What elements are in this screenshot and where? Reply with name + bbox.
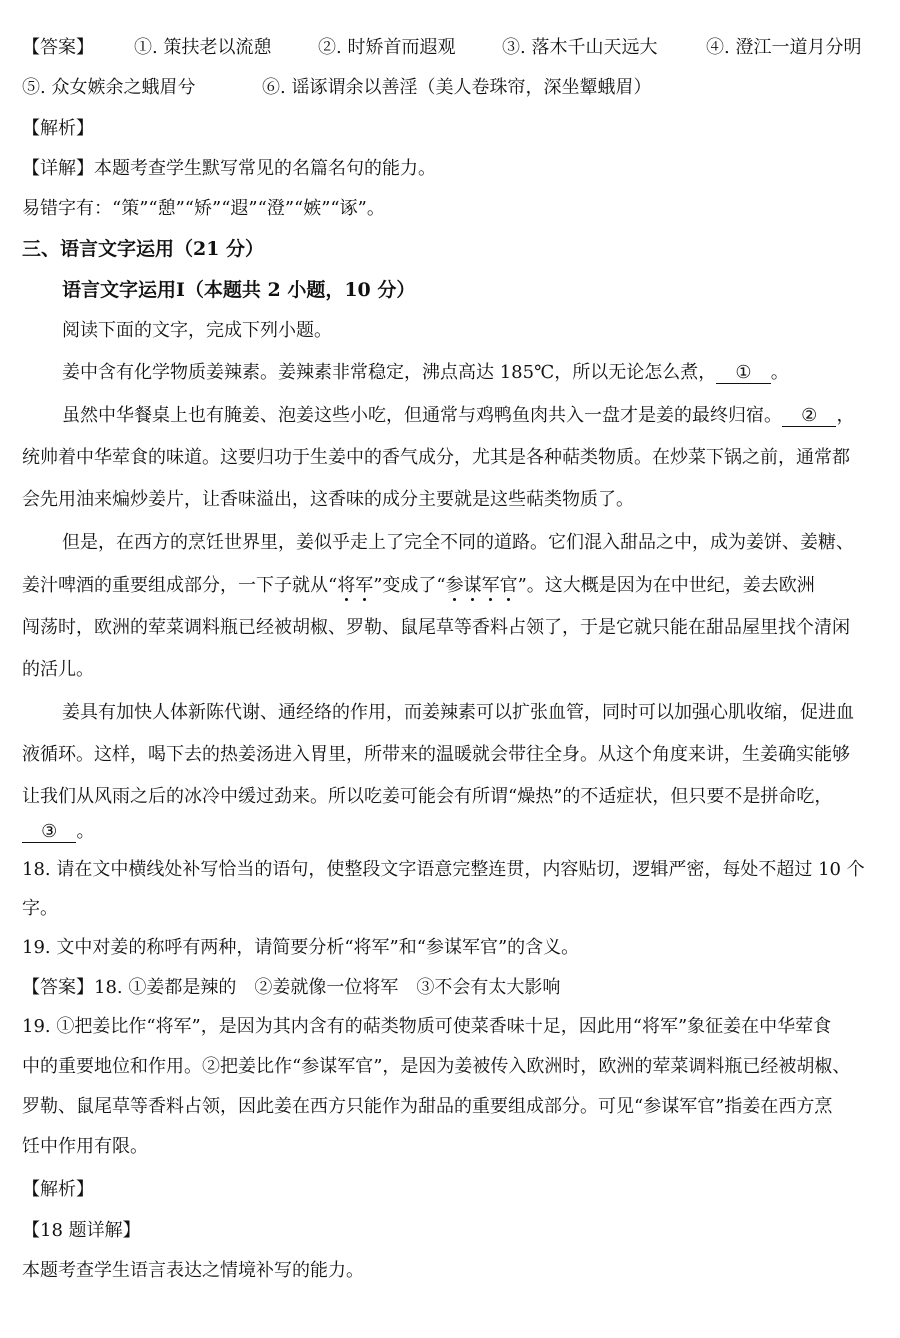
passage-p3-line2: [22, 574, 815, 598]
question-18-line2: 字。: [22, 898, 58, 919]
blank-3: [22, 822, 76, 843]
passage-p2-line2: 统帅着中华荤食的味道。这要归功于生姜中的香气成分，尤其是各种萜类物质。在炒菜下锅之前，通常都: [22, 447, 850, 468]
answer-line-1: [22, 36, 862, 60]
passage-p4-line2: 液循环。这样，喝下去的热姜汤进入胃里，所带来的温暖就会带往全身。从这个角度来讲，生姜确实能够: [22, 744, 850, 765]
answer2-label: 【答案】: [22, 977, 94, 998]
passage-p4-line1: 姜具有加快人体新陈代谢、通经络的作用，而姜辣素可以扩张血管，同时可以加强心肌收缩，促进血: [62, 702, 854, 723]
passage-p2-text: 虽然中华餐桌上也有腌姜、泡姜这些小吃，但通常与鸡鸭鱼肉共入一盘才是姜的最终归宿。: [62, 405, 782, 426]
detail-18-title: 【18 题详解】: [22, 1220, 141, 1241]
answer-19-line4: 饪中作用有限。: [22, 1136, 148, 1157]
passage-p3-text-a: 姜汁啤酒的重要组成部分，一下子就从“: [22, 575, 338, 596]
passage-p1-text: 姜中含有化学物质姜辣素。姜辣素非常稳定，沸点高达 185℃，所以无论怎么煮，: [62, 362, 717, 383]
answer-19-line3: 罗勒、鼠尾草等香料占领，因此姜在西方只能作为甜品的重要组成部分。可见“参谋军官”指姜在西方烹: [22, 1096, 833, 1117]
blank-3-label: ③: [41, 821, 58, 842]
blank-2: [782, 406, 836, 427]
analysis-label-2: 【解析】: [22, 1179, 94, 1200]
answer-19-line1: 19. ①把姜比作“将军”，是因为其内含有的萜类物质可使菜香味十足，因此用“将军”象征姜在中华荤食: [22, 1016, 832, 1037]
emphasis-char: 将: [337, 575, 356, 596]
error-prone-text: 易错字有：“策”“憩”“矫”“遐”“澄”“嫉”“诼”。: [22, 198, 385, 219]
emphasis-char: 军: [355, 575, 374, 596]
passage-p4-line4: [22, 820, 94, 844]
answer-line-2: [22, 76, 652, 100]
answer-item-2: ②. 时矫首而遐观: [318, 37, 456, 58]
passage-p3-line3: 闯荡时，欧洲的荤菜调料瓶已经被胡椒、罗勒、鼠尾草等香料占领了，于是它就只能在甜品屋里找个清闲: [22, 617, 850, 638]
passage-p2-line1: [62, 404, 854, 428]
passage-p3-text-c: ”。这大概是因为在中世纪，姜去欧洲: [517, 575, 815, 596]
section-title: 三、语言文字运用（21 分）: [22, 238, 265, 260]
analysis-label: 【解析】: [22, 118, 94, 139]
question-19: 19. 文中对姜的称呼有两种，请简要分析“将军”和“参谋军官”的含义。: [22, 937, 580, 958]
emphasis-char: 谋: [463, 575, 482, 596]
question-18-line1: 18. 请在文中横线处补写恰当的语句，使整段文字语意完整连贯，内容贴切，逻辑严密，每处不超过 10 个: [22, 859, 865, 880]
blank-1: [716, 363, 770, 384]
blank-1-label: ①: [735, 362, 752, 383]
answer2-line1: [22, 976, 560, 1000]
answer-item-6: ⑥. 谣诼谓余以善淫（美人卷珠帘，深坐颦蛾眉）: [262, 77, 652, 98]
passage-p1: [62, 361, 789, 385]
detail-text: 【详解】本题考查学生默写常见的名篇名句的能力。: [22, 158, 436, 179]
answer-item-3: ③. 落木千山天远大: [502, 37, 658, 58]
answer-19-line2: 中的重要地位和作用。②把姜比作“参谋军官”，是因为姜被传入欧洲时，欧洲的荤菜调料瓶已经被胡椒、: [22, 1056, 851, 1077]
emphasis-char: 参: [445, 575, 464, 596]
instruction: 阅读下面的文字，完成下列小题。: [62, 320, 332, 341]
blank-2-label: ②: [801, 405, 818, 426]
answer-item-5: ⑤. 众女嫉余之蛾眉兮: [22, 77, 196, 98]
passage-p3-text-b: ”变成了“: [373, 575, 446, 596]
detail-18-text: 本题考查学生语言表达之情境补写的能力。: [22, 1260, 364, 1281]
emphasis-char: 官: [499, 575, 518, 596]
answer-label: 【答案】: [22, 37, 94, 58]
passage-p2-line3: 会先用油来煸炒姜片，让香味溢出，这香味的成分主要就是这些萜类物质了。: [22, 489, 634, 510]
answer-18: 18. ①姜都是辣的 ②姜就像一位将军 ③不会有太大影响: [94, 977, 561, 998]
passage-p3-line4: 的活儿。: [22, 659, 94, 680]
passage-p3-line1: 但是，在西方的烹饪世界里，姜似乎走上了完全不同的道路。它们混入甜品之中，成为姜饼、姜糖、: [62, 532, 854, 553]
answer-item-4: ④. 澄江一道月分明: [706, 37, 862, 58]
emphasis-char: 军: [481, 575, 500, 596]
answer-item-1: ①. 策扶老以流憩: [134, 37, 272, 58]
passage-p4-line3: 让我们从风雨之后的冰冷中缓过劲来。所以吃姜可能会有所谓“燥热”的不适症状，但只要不是拼命吃，: [22, 786, 833, 807]
passage-p4-end: 。: [76, 821, 95, 842]
passage-p2-comma: ，: [836, 405, 855, 426]
passage-p1-end: 。: [770, 362, 789, 383]
subsection-title: 语言文字运用Ⅰ（本题共 2 小题，10 分）: [62, 279, 416, 301]
